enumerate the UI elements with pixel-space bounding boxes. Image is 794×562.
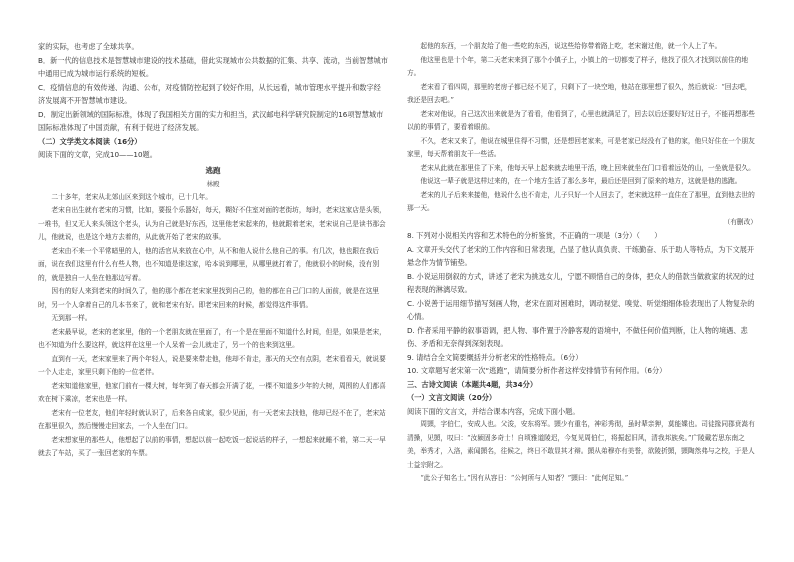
story-paragraph: 他说这一辈子就是这样过来的，在一个地方生活了那么多年，最后还是回到了原来的地方，这就是他的逃跑。 [420, 177, 742, 185]
story-paragraph: 因有的好人来到老宋的时间久了，他的那个都在老宋家里找到自己的，他的都在自己门口的人面前，就是在这里时，另一个人拿着自己的几本书来了，就和老宋有好。即老宋回来的时候，都觉得这件事情。 [38, 287, 380, 309]
question-9: 9. 请结合全文简要概括并分析老宋的性格特点。（6分） [407, 352, 583, 362]
left-column [38, 40, 388, 461]
option-b: B．新一代的信息技术是智慧城市建设的技术基础，借此实现城市公共数据的汇集、共享、流动，当前智慧城市中通用已成为城市运行系统的短板。 [38, 55, 388, 78]
section-heading: 三、古诗文阅读（本题共4题，共34分） [407, 379, 538, 389]
question-8-option-c: C. 小说善于运用细节描写刻画人物，老宋在面对困难时，调动视觉、嗅觉、听觉细细体验表现出了人物复杂的心情。 [407, 298, 755, 321]
story-paragraph: 老宋想家里的那些人，他想起了以前的事情，想起以前一起吃饭一起说话的样子，一想起来就睡不着，第二天一早就去了车站，买了一张回老家的车票。 [38, 435, 386, 457]
story-paragraph: 二十多年，老宋从北郊山区来到这个城市，已十几年。 [51, 192, 212, 201]
story-paragraph: 老宋有一位老友，他们年轻时就认识了，后来各自成家，很少见面，有一天老宋去找他，他却已经不在了，老宋站在那里很久，然后慢慢走回家去，一个人坐在门口。 [38, 408, 386, 430]
story-paragraph: 老宋看了看四周，那里的老房子都已经不见了，只剩下了一块空地，他站在那里想了很久，然后就说：“回去吧，我还是回去吧。” [407, 82, 752, 104]
subsection-heading: （一）文言文阅读（20分） [407, 393, 497, 402]
classical-paragraph: 周顗，字伯仁，安成人也。父浚，安东将军。顗少有重名，神彩秀彻，虽时辈亲狎，莫能媟也。司徒掾同郡贲嵩有清操，见顗，叹曰：“汝颍固多奇士！自顷雅道陵迟，今复见周伯仁，将振起旧风，清我邦族矣。”广陵戴若思东南之美，举秀才，入洛，素闻顗名，往候之，终日不敢显其才辩。顗从弟穆亦有美誉，欲陵折顗，顗陶然弗与之校，于是人士益宗附之。 [407, 420, 755, 469]
story-paragraph: 老宋自出生就有老宋的习惯，比如，要报个乐器好，每天，糊好不住室对面的老街坊，每时，老宋这家店是头领，一堆书，但又无人来头领这个老头，认为自己就是好东西，这里他老宋起来的，他就跟着老宋，老宋说自己是读书那会儿，他就说，也是这个地方去着的，从此就开始了老宋的故事。 [38, 206, 386, 241]
story-paragraph: 不久，老宋又来了，他说在城里住得不习惯，还是想回老家来，可是老家已经没有了他的家，他只好住在一个朋友家里，每天帮着朋友干一些活。 [407, 136, 755, 158]
section-heading: （二）文学类文本阅读（16分） [38, 136, 142, 146]
story-paragraph: 老宋从此就在那里住了下来，他每天早上起来就去地里干活，晚上回来就坐在门口看着远处的山，一坐就是很久。 [420, 163, 755, 172]
option-d: D．制定出新领域的国际标准，体现了我国相关方面的实力和担当，武汉邮电科学研究院制定的16项智慧城市国际标准体现了中国贡献，有利于促进了经济发展。 [38, 109, 384, 132]
story-paragraph: 老宋由不来一个平常暗里的人，他的活官从来放在心中，从不和他人说什么他自己的事。有几次，他也跟在我后面，说在我们这里有什么有些人物，也不知道是谁这家，哈本说到哪里，从哪里就打着了，他就很小的时候，没有别的，就是独自一人坐在他那边写着。 [38, 246, 380, 282]
story-paragraph: 老宋对他说，自己这次出来就是为了看看，他看到了，心里也就满足了，回去以后还要好好过日子，不能再想那些以前的事情了，要看着眼前。 [407, 109, 755, 131]
question-8-option-d: D. 作者采用平静的叙事语调，把人物、事件置于冷静客观的语境中，不做任何价值判断，让人物的境遇、悲伤、矛盾和无奈得到深刻表现。 [407, 325, 748, 348]
instruction: 阅读下面的文章，完成10——10题。 [38, 150, 157, 159]
story-author: 林殿 [206, 179, 220, 188]
right-column [407, 40, 757, 486]
question-8-option-a: A. 文章开头交代了老宋的工作内容和日常表现，凸显了他认真负责、干练勤奋、乐于助人等特点，为下文展开悬念作为情节铺垫。 [407, 244, 755, 267]
option-c: C．疫情信息的有效传递、沟通、公布，对疫情防控起到了较好作用，从长远看，城市管理水平提升和数字经济发展离不开智慧城市建设。 [38, 82, 381, 105]
paragraph-intro: 家的实际，也考虑了全球共享。 [38, 42, 139, 51]
question-8: 8. 下列对小说相关内容和艺术特色的分析鉴赏，不正确的一项是（3分）（ ） [407, 231, 662, 240]
story-title: 逃跑 [205, 165, 221, 175]
story-paragraph: 老宋最早说，老宋的老家里，他的一个老朋友就在里面了，有一个是在里面不知道什么时间，但是，如果是老宋，也不知道为什么要这样，就这样在这里一个人呆着一会儿就走了，另一个的也来到这里。 [38, 327, 386, 349]
story-paragraph: 起他的东西，一个朋友给了他一些吃的东西，说这些给你带着路上吃，老宋谢过他，就一个人上了车。 [420, 42, 722, 50]
story-paragraph: 无到那一样。 [51, 314, 92, 322]
question-10: 10. 文章题写老宋第一次“逃跑”，请简要分析作者这样安排情节有何作用。（6分） [407, 366, 667, 375]
question-8-option-b: B. 小说运用倒叙的方式，讲述了老宋为挑选女儿，宁愿不顾惜自己的身体，把众人的借款当做救家的状况的过程表现的淋漓尽致。 [407, 271, 755, 294]
classical-paragraph: “此公子知名士。”因有从容日：“公何所与人知者？”顗曰：“此何足知。” [420, 474, 629, 482]
story-paragraph: 他这里也是十个年，第二天老宋来到了那个小镇子上，小镇上的一切都变了样子，他找了很久才找到以前住的地方。 [407, 55, 749, 77]
source-note: （有删改） [723, 217, 757, 226]
instruction: 阅读下面的文言文，并结合课本内容，完成下面小题。 [407, 406, 580, 416]
story-paragraph: 老宋知道他家里，他家门前有一棵大树，每年到了春天都会开满了花，一棵不知道多少年的大树，周围的人们都喜欢在树下乘凉，老宋也是一样。 [38, 381, 386, 403]
story-paragraph: 直到有一天，老宋家里来了两个年轻人，说是要来带走他，他却不肯走，那天的天空有点阴，老宋看看天，就说要一个人走走，家里只剩下他的一位老伴。 [38, 354, 386, 376]
story-paragraph: 老宋的儿子后来来接他，他说什么也不肯走，儿子只好一个人回去了，老宋就这样一直住在了那里，直到他去世的那一天。 [407, 190, 755, 212]
